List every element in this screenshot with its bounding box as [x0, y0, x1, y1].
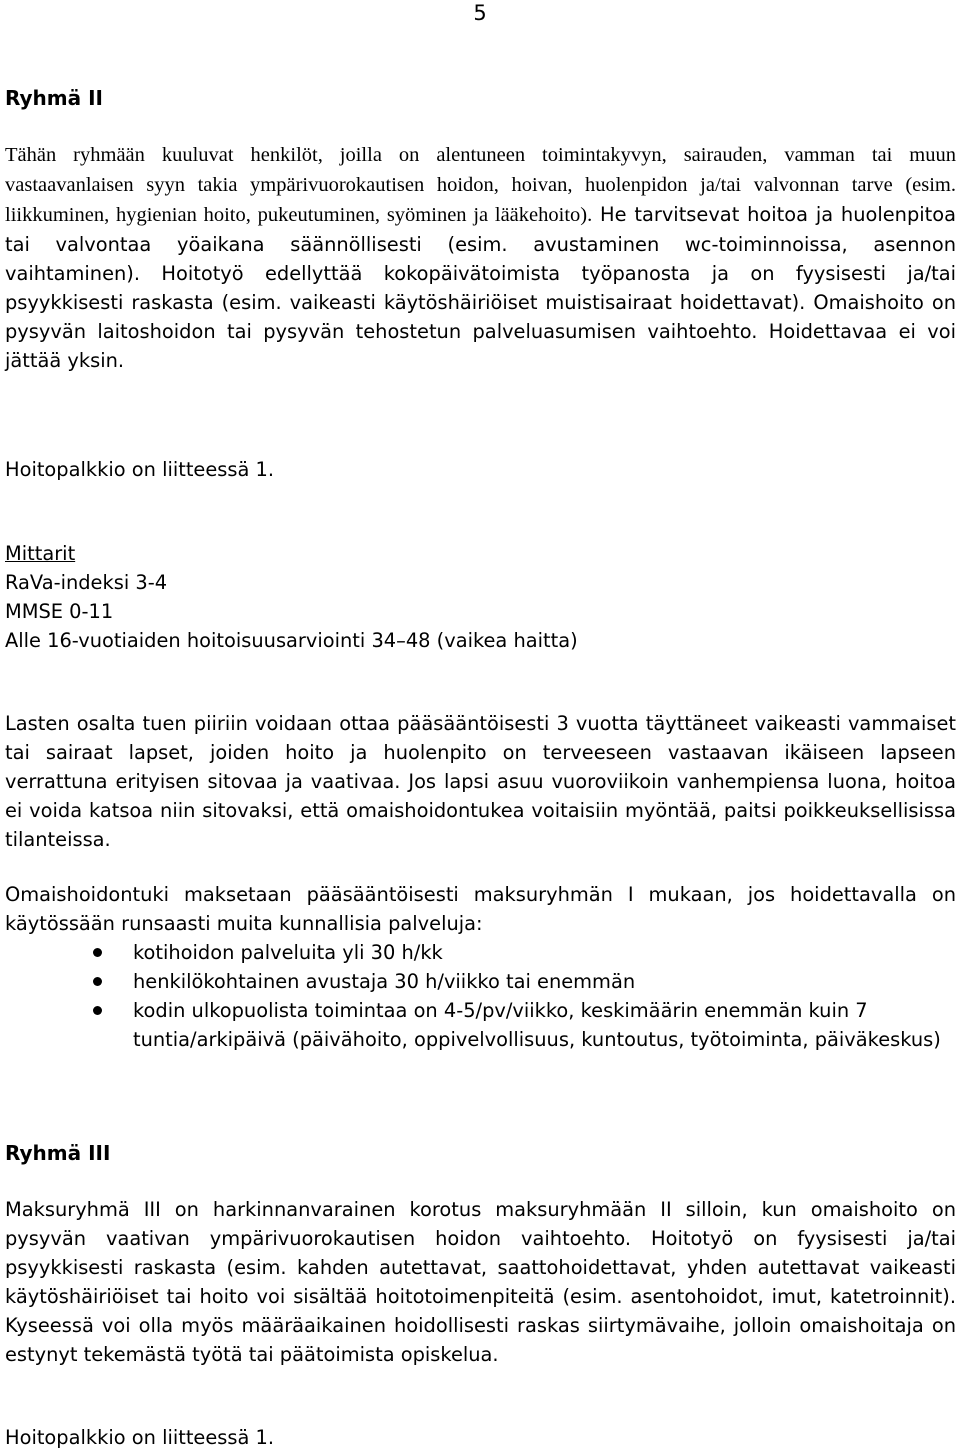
group2-fee-note: Hoitopalkkio on liitteessä 1.: [5, 458, 275, 481]
bullet-item: [5, 967, 956, 996]
children-paragraph: Lasten osalta tuen piiriin voidaan ottaa pääsääntöisesti 3 vuotta täyttäneet vaikeasti vammaiset tai sairaat lapset, joiden hoito ja huolenpito on terveeseen vastaavan ikäiseen lapseen verrattuna erityisen sitovaa ja vaativaa. Jos lapsi asuu vuoroviikoin vanhempiensa luona, hoitoa ei voida katsoa niin sitovaksi, että omaishoidontukea voitaisiin myöntää, paitsi poikkeuksellisissa tilanteissa.: [5, 712, 956, 851]
bullet-text: kotihoidon palveluita yli 30 h/kk: [133, 941, 443, 964]
bullet-text: kodin ulkopuolista toimintaa on 4-5/pv/viikko, keskimäärin enemmän kuin 7 tuntia/arkipäivä (päivähoito, oppivelvollisuus, kuntoutus, työtoiminta, päiväkeskus): [133, 999, 941, 1051]
bullet-icon: [93, 948, 102, 957]
bullet-icon: [93, 977, 102, 986]
group2-paragraph-part1: Tähän ryhmään kuuluvat henkilöt, joilla on alentuneen toimintakyvyn, sairauden, vamman tai muun vastaavanlaisen syyn takia ympärivuorokautisen hoidon, hoivan, huolenpidon ja/tai valvonnan tarve: [5, 144, 956, 196]
group2-paragraph: [5, 140, 956, 375]
group3-paragraph: Maksuryhmä III on harkinnanvarainen korotus maksuryhmään II silloin, kun omaishoito on pysyvän vaativan ympärivuorokautisen hoidon vaihtoehto. Hoitotyö on fyysisesti ja/tai psyykkisesti raskasta (esim. kahden autettavat, saattohoidettavat, yhden autettavat vaikeasti käytöshäiriöiset tai hoito voi sisältää hoitotoimenpiteitä (esim. asentohoidot, imut, katetroinnit). Kyseessä voi olla myös määräaikainen hoidollisesti raskas siirtymävaihe, jolloin omaishoitaja on estynyt tekemästä työtä tai päätoimista opiskelua.: [5, 1198, 956, 1366]
group2-paragraph-part2: (esim. liikkuminen, hygienian hoito, pukeutuminen, syöminen ja lääkehoito).: [5, 174, 956, 226]
page-number: 5: [473, 1, 487, 25]
bullet-item: [5, 938, 956, 967]
meters-title: Mittarit: [5, 542, 76, 565]
group3-heading: Ryhmä III: [5, 1141, 111, 1165]
bullet-icon: [93, 1006, 102, 1015]
group3-fee-note: Hoitopalkkio on liitteessä 1.: [5, 1426, 275, 1449]
group2-heading: Ryhmä II: [5, 86, 103, 110]
payment-intro: Omaishoidontuki maksetaan pääsääntöisesti maksuryhmän I mukaan, jos hoidettavalla on käytössään runsaasti muita kunnallisia palveluja:: [5, 883, 956, 935]
bullet-item: [5, 996, 956, 1054]
payment-section: [5, 880, 956, 1054]
meter-item: Alle 16-vuotiaiden hoitoisuusarviointi 34–48 (vaikea haitta): [5, 629, 578, 652]
meter-item: RaVa-indeksi 3-4: [5, 571, 168, 594]
group2-paragraph-part3: He tarvitsevat hoitoa ja huolenpitoa tai valvontaa yöaikana säännöllisesti (esim. avustaminen wc-toiminnoissa, asennon vaihtaminen). Hoitotyö edellyttää kokopäivätoimista työpanosta ja on fyysisesti ja/tai psyykkisesti raskasta (esim. vaikeasti käytöshäiriöiset muistisairaat hoidettavat). Omaishoito on pysyvän laitoshoidon tai pysyvän tehostetun palveluasumisen vaihtoehto. Hoidettavaa ei voi jättää yksin.: [5, 203, 956, 372]
meter-item: MMSE 0-11: [5, 600, 114, 623]
payment-bullet-list: [5, 938, 956, 1054]
bullet-text: henkilökohtainen avustaja 30 h/viikko tai enemmän: [133, 970, 636, 993]
meters-section: [5, 539, 956, 655]
